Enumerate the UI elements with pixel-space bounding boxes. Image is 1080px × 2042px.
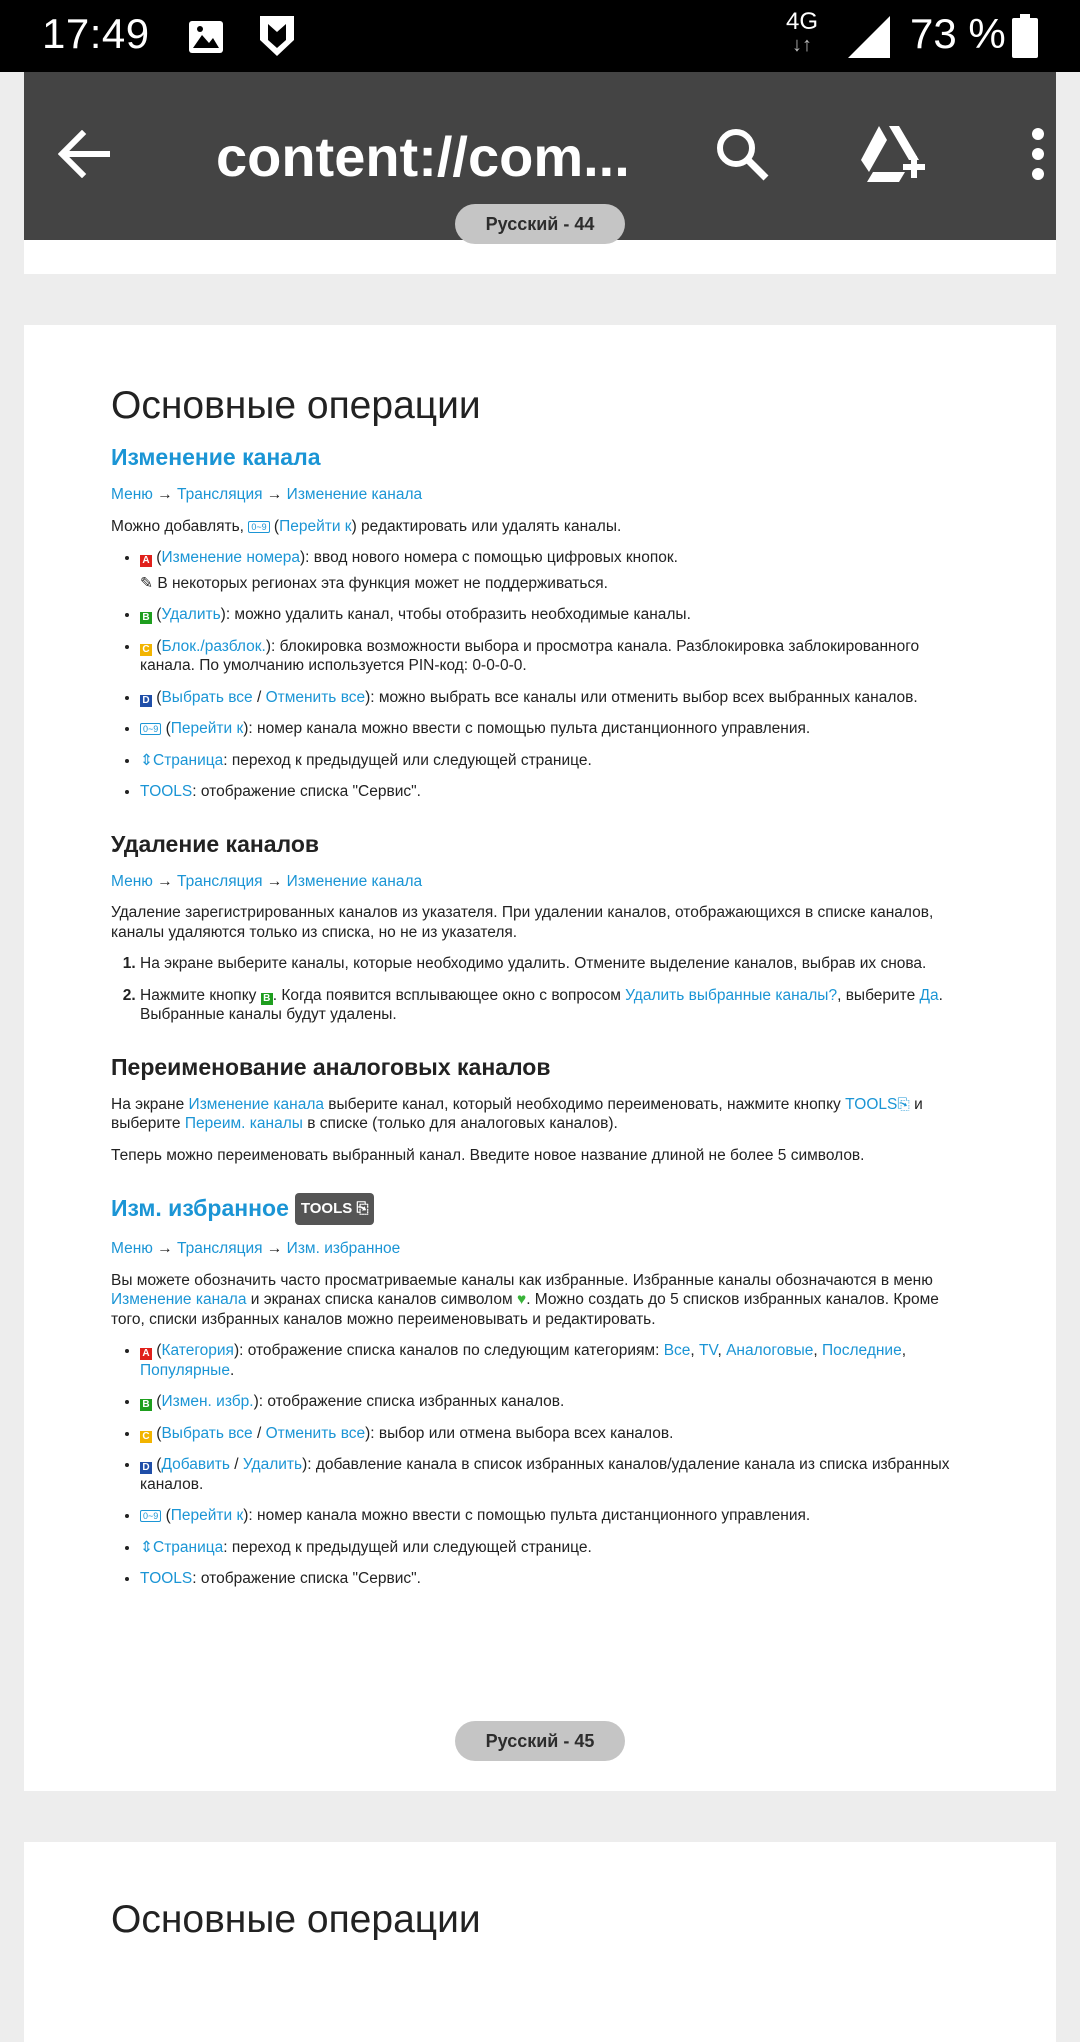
- item-text: : отображение списка "Сервис".: [192, 783, 421, 800]
- nav-arrow: →: [266, 1240, 283, 1257]
- nav-broadcast-link[interactable]: Трансляция: [177, 1240, 263, 1257]
- battery-icon: [1012, 14, 1038, 63]
- category-link[interactable]: TV: [699, 1342, 718, 1359]
- nav-edit-channel-link[interactable]: Изменение канала: [286, 872, 423, 890]
- list-item: • D (Добавить / Удалить): добавление канала в список избранных каналов/удаление канала из списка избранных каналов.: [140, 1455, 971, 1494]
- page-number-pill: Русский - 44: [455, 204, 625, 244]
- item-link[interactable]: Выбрать все: [161, 1424, 253, 1442]
- intro-text: Вы можете обозначить часто просматриваемые каналы как избранные. Избранные каналы обозначаются в меню: [111, 1271, 933, 1289]
- item-link[interactable]: Измен. избр.: [161, 1393, 254, 1410]
- green-b-key-icon: B: [140, 612, 152, 624]
- page-number-pill: Русский - 45: [455, 1721, 625, 1761]
- list-item: [140, 1538, 971, 1558]
- network-arrows-icon: ↓↑: [792, 34, 812, 56]
- nav-arrow: →: [157, 1240, 173, 1257]
- intro-text: ) редактировать или удалять каналы.: [351, 517, 622, 535]
- feature-list: [111, 1341, 971, 1589]
- pencil-note-icon: ✎: [140, 574, 153, 592]
- list-item: • 0~9 (Перейти к): номер канала можно ввести с помощью пульта дистанционного управления.: [140, 1506, 971, 1526]
- list-item: • B (Удалить): можно удалить канал, чтобы отобразить необходимые каналы.: [140, 605, 971, 625]
- item-text: ): выбор или отмена выбора всех каналов.: [365, 1424, 674, 1442]
- para-text: в списке (только для аналоговых каналов).: [302, 1115, 618, 1132]
- nav-broadcast-link[interactable]: Трансляция: [177, 872, 263, 890]
- intro-text: и экранах списка каналов символом: [246, 1291, 517, 1308]
- item-text: ): добавление канала в список избранных каналов/удаление канала из списка избранных каналов.: [140, 1456, 950, 1493]
- item-link[interactable]: TOOLS: [140, 1570, 193, 1587]
- item-text: : переход к предыдущей или следующей странице.: [223, 1538, 592, 1556]
- nav-favorites-link[interactable]: Изм. избранное: [286, 1240, 401, 1257]
- overflow-menu-icon: [1030, 128, 1046, 185]
- section-title-edit-channel: Изменение канала: [111, 444, 321, 470]
- red-a-key-icon: A: [140, 1348, 152, 1360]
- para-link[interactable]: TOOLS: [845, 1095, 898, 1113]
- nav-arrow: →: [157, 486, 173, 503]
- item-link[interactable]: Категория: [161, 1342, 234, 1359]
- para-link[interactable]: Изменение канала: [188, 1095, 324, 1113]
- para-text: выберите канал, который необходимо переименовать, нажмите кнопку: [323, 1095, 846, 1113]
- shield-app-icon: [258, 14, 296, 63]
- previous-page: [24, 240, 1056, 274]
- step-item: [140, 986, 971, 1025]
- goto-key-icon: 0~9: [140, 723, 161, 735]
- item-link[interactable]: Отменить все: [265, 688, 366, 706]
- nav-arrow: →: [157, 872, 173, 890]
- category-link[interactable]: Все: [663, 1342, 691, 1359]
- network-type: 4G: [785, 8, 818, 35]
- category-link[interactable]: Последние: [821, 1342, 902, 1359]
- item-link[interactable]: Изменение номера: [161, 549, 301, 566]
- list-item: • A (Изменение номера): ввод нового номера с помощью цифровых кнопок.: [140, 548, 971, 568]
- list-item: [140, 1569, 971, 1589]
- separator: /: [252, 688, 266, 706]
- list-item: [140, 782, 971, 802]
- step-text: Нажмите кнопку: [140, 986, 261, 1004]
- item-link[interactable]: TOOLS: [140, 783, 193, 800]
- goto-key-icon: 0~9: [248, 521, 269, 533]
- para-text: На экране: [111, 1095, 189, 1113]
- step-text: . Когда появится всплывающее окно с вопросом: [272, 986, 626, 1004]
- item-link[interactable]: Выбрать все: [161, 688, 253, 706]
- note: [140, 574, 971, 594]
- para-text: и выберите: [111, 1095, 923, 1132]
- item-link[interactable]: Удалить: [161, 606, 221, 623]
- item-link[interactable]: Страница: [153, 1538, 224, 1556]
- blue-d-key-icon: D: [140, 695, 152, 707]
- green-b-key-icon: B: [261, 993, 273, 1005]
- tools-badge-label: TOOLS: [300, 1200, 353, 1217]
- item-link[interactable]: Страница: [153, 751, 224, 769]
- tools-key-icon: ⎘: [356, 1200, 369, 1217]
- step-text: . Выбранные каналы будут удалены.: [140, 986, 943, 1023]
- goto-key-icon: 0~9: [140, 1510, 161, 1522]
- drive-add-icon: [859, 124, 925, 189]
- item-text: ): номер канала можно ввести с помощью пульта дистанционного управления.: [243, 1507, 811, 1524]
- page-content: [111, 383, 971, 1601]
- section-intro: Можно добавлять, 0~9 (Перейти к) редактировать или удалять каналы.: [111, 517, 622, 535]
- list-item: • C (Выбрать все / Отменить все): выбор или отмена выбора всех каналов.: [140, 1424, 971, 1444]
- list-item: [140, 751, 971, 771]
- tools-key-icon: ⎘: [897, 1095, 910, 1113]
- separator: /: [252, 1424, 266, 1442]
- feature-list: [111, 548, 971, 568]
- save-to-drive-button[interactable]: [852, 116, 932, 196]
- step-link[interactable]: Удалить выбранные каналы?: [625, 986, 838, 1004]
- current-page: [24, 325, 1056, 1791]
- steps-list: [111, 954, 971, 1025]
- intro-text: . Можно создать до 5 списков избранных каналов. Кроме того, списки избранных каналов можно переименовывать и редактировать.: [111, 1291, 939, 1328]
- nav-menu-link[interactable]: Меню: [111, 486, 153, 503]
- list-item: • 0~9 (Перейти к): номер канала можно ввести с помощью пульта дистанционного управления.: [140, 719, 971, 739]
- next-page: [24, 1842, 1056, 2042]
- overflow-menu-button[interactable]: [998, 116, 1078, 196]
- network-indicator: [782, 10, 822, 62]
- para-link[interactable]: Переим. каналы: [184, 1115, 303, 1132]
- search-button[interactable]: [702, 116, 782, 196]
- nav-menu-link[interactable]: Меню: [111, 1240, 153, 1257]
- feature-list: [111, 605, 971, 802]
- battery-percent: 73 %: [910, 10, 1006, 57]
- section-title-delete-channels: Удаление каналов: [111, 830, 320, 857]
- item-link[interactable]: Перейти к: [170, 1507, 244, 1524]
- nav-edit-channel-link[interactable]: Изменение канала: [286, 486, 423, 503]
- clock: 17:49: [42, 10, 150, 57]
- document-title: content://com...: [216, 125, 630, 188]
- next-page-title: Основные операции: [111, 1898, 481, 1941]
- nav-broadcast-link[interactable]: Трансляция: [177, 486, 263, 503]
- step-link[interactable]: Да: [919, 986, 939, 1004]
- page-title: Основные операции: [111, 384, 481, 427]
- step-item: 1. На экране выберите каналы, которые необходимо удалить. Отмените выделение каналов, выбрав их снова.: [140, 954, 971, 974]
- item-text: ): можно выбрать все каналы или отменить выбор всех выбранных каналов.: [365, 688, 918, 706]
- nav-arrow: →: [266, 486, 283, 503]
- paragraph: Теперь можно переименовать выбранный канал. Введите новое название длиной не более 5 символов.: [111, 1146, 865, 1164]
- list-item: • A (Категория): отображение списка каналов по следующим категориям: Все, TV, Аналоговые, Последние, Популярные.: [140, 1341, 971, 1380]
- signal-icon: [846, 14, 892, 65]
- separator: /: [229, 1456, 243, 1473]
- breadcrumb: [111, 485, 971, 505]
- step-text: , выберите: [837, 986, 920, 1004]
- status-bar: [0, 0, 1080, 72]
- item-link[interactable]: Отменить все: [265, 1424, 366, 1442]
- intro-link[interactable]: Изменение канала: [111, 1291, 247, 1308]
- item-link[interactable]: Блок./разблок.: [161, 637, 266, 655]
- item-text: ): можно удалить канал, чтобы отобразить необходимые каналы.: [220, 606, 691, 623]
- page-updown-icon: ⇕: [140, 1538, 153, 1556]
- list-item: • C (Блок./разблок.): блокировка возможности выбора и просмотра канала. Разблокировка заблокированного канала. По умолчанию используется PIN-код: 0-0-0-0.: [140, 637, 971, 676]
- section-title-edit-favorites: [111, 1193, 971, 1225]
- item-link[interactable]: Удалить: [242, 1456, 303, 1473]
- category-link[interactable]: Аналоговые: [726, 1342, 814, 1359]
- nav-arrow: →: [266, 872, 283, 890]
- section-intro: [111, 1271, 971, 1330]
- category-link[interactable]: Популярные: [140, 1361, 230, 1379]
- item-text: ): блокировка возможности выбора и просмотра канала. Разблокировка заблокированного канала. По умолчанию используется PIN-код: 0-0-0-0.: [140, 637, 920, 674]
- yellow-c-key-icon: C: [140, 644, 152, 656]
- item-link[interactable]: Добавить: [161, 1456, 230, 1473]
- section-title-text: Изм. избранное: [111, 1195, 289, 1221]
- goto-link[interactable]: Перейти к: [279, 517, 352, 535]
- blue-d-key-icon: D: [140, 1462, 152, 1474]
- item-text: : отображение списка "Сервис".: [192, 1570, 421, 1587]
- item-text: : переход к предыдущей или следующей странице.: [223, 751, 592, 769]
- list-item: • B (Измен. избр.): отображение списка избранных каналов.: [140, 1392, 971, 1412]
- gallery-icon: [188, 20, 224, 59]
- red-a-key-icon: A: [140, 555, 152, 567]
- breadcrumb: [111, 1239, 971, 1259]
- note-text: В некоторых регионах эта функция может не поддерживаться.: [157, 574, 608, 592]
- intro-text: Можно добавлять,: [111, 517, 249, 535]
- item-link[interactable]: Перейти к: [170, 720, 244, 737]
- page-updown-icon: ⇕: [140, 751, 153, 769]
- item-text: ): ввод нового номера с помощью цифровых кнопок.: [300, 549, 678, 566]
- item-text: ): отображение списка избранных каналов.: [253, 1393, 565, 1410]
- item-text: ): отображение списка каналов по следующим категориям:: [233, 1342, 664, 1359]
- yellow-c-key-icon: C: [140, 1431, 152, 1443]
- item-text: ): номер канала можно ввести с помощью пульта дистанционного управления.: [243, 720, 811, 737]
- section-intro: Удаление зарегистрированных каналов из указателя. При удалении каналов, отображающихся в списке каналов, каналы удаляются только из списка, но не из указателя.: [111, 904, 934, 941]
- nav-menu-link[interactable]: Меню: [111, 872, 153, 890]
- paragraph: [111, 1095, 971, 1134]
- back-button[interactable]: [44, 116, 124, 196]
- tools-badge: [295, 1193, 375, 1225]
- search-icon: [714, 126, 770, 187]
- list-item: • D (Выбрать все / Отменить все): можно выбрать все каналы или отменить выбор всех выбранных каналов.: [140, 688, 971, 708]
- favorite-heart-icon: ♥: [516, 1291, 527, 1308]
- back-arrow-icon: [58, 130, 110, 183]
- section-title-rename-analog: Переименование аналоговых каналов: [111, 1053, 551, 1080]
- green-b-key-icon: B: [140, 1399, 152, 1411]
- breadcrumb: [111, 872, 971, 892]
